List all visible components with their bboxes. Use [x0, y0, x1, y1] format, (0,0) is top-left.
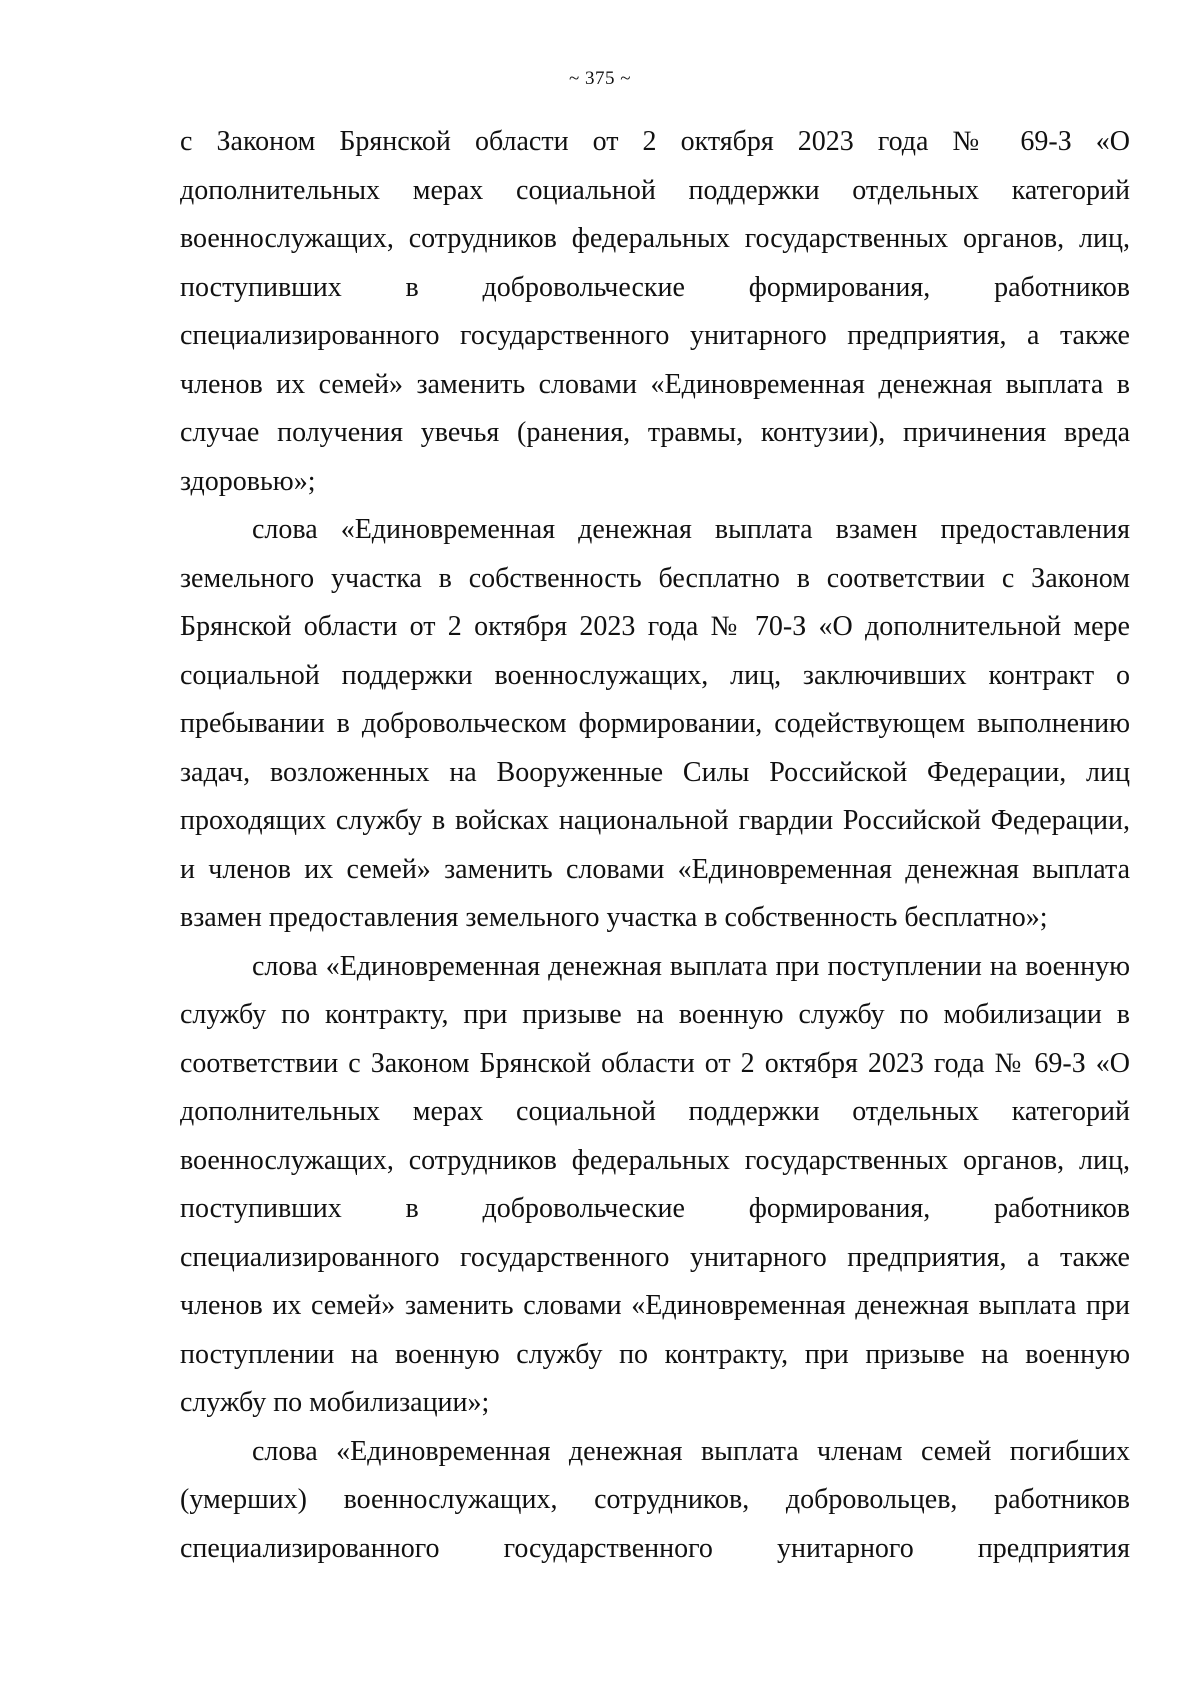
paragraph-family-payment: слова «Единовременная денежная выплата членам семей погибших (умерших) военнослужащих, сотрудников, добровольцев, работников специализированного государственного унитарного предприятия — [180, 1435, 1130, 1564]
paragraph-contract-service-payment: слова «Единовременная денежная выплата при поступлении на военную службу по контракту, при призыве на военную службу по мобилизации в соответствии с Законом Брянской области от 2 октября 2023 года № 69-З «О дополнительных мерах социальной поддержки отдельных категорий военнослужащих, сотрудников федеральных государственных органов, лиц, поступивших в добровольческие формирования, работников специализированного государственного унитарного предприятия, а также членов их семей» заменить словами «Единовременная денежная выплата при поступлении на военную службу по контракту, при призыве на военную службу по мобилизации»; — [180, 950, 1130, 1418]
page-number: ~ 375 ~ — [568, 68, 632, 89]
paragraph-land-plot-payment: слова «Единовременная денежная выплата взамен предоставления земельного участка в собственность бесплатно в соответствии с Законом Брянской области от 2 октября 2023 года № 70-З «О дополнительной мере социальной поддержки военнослужащих, лиц, заключивших контракт о пребывании в добровольческом формировании, содействующем выполнению задач, возложенных на Вооруженные Силы Российской Федерации, лиц проходящих службу в войсках национальной гвардии Российской Федерации, и членов их семей» заменить словами «Единовременная денежная выплата взамен предоставления земельного участка в собственность бесплатно»; — [180, 514, 1130, 933]
paragraph-continuation: с Законом Брянской области от 2 октября 2023 года № 69-З «О дополнительных мерах социальной поддержки отдельных категорий военнослужащих, сотрудников федеральных государственных органов, лиц, поступивших в добровольческие формирования, работников специализированного государственного унитарного предприятия, а также членов их семей» заменить словами «Единовременная денежная выплата в случае получения увечья (ранения, травмы, контузии), причинения вреда здоровью»; — [180, 126, 1130, 497]
document-body — [180, 118, 1130, 1573]
